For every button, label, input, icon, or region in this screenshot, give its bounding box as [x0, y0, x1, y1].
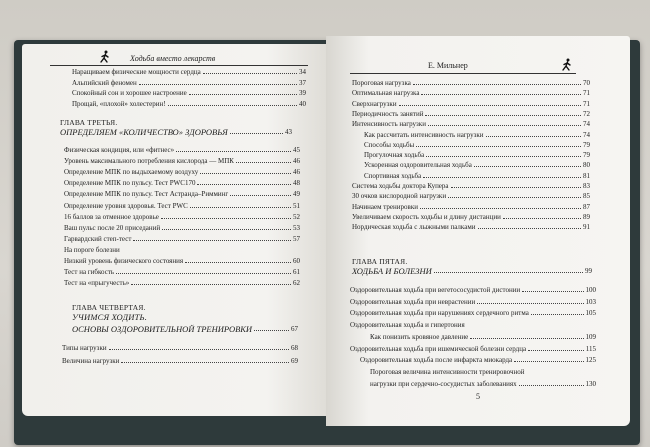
toc-entry[interactable] — [350, 286, 596, 294]
toc-entry[interactable] — [64, 190, 300, 198]
toc-entry-title: Гарвардский степ-тест — [64, 234, 132, 243]
toc-entry-title: Нордическая ходьба с лыжными палками — [352, 223, 476, 232]
toc-entry-page: 87 — [583, 202, 590, 211]
toc-entry-title: Пороговая нагрузка — [352, 79, 411, 87]
leader-dots — [176, 150, 291, 152]
leader-dots — [133, 239, 291, 241]
toc-entry-title: Уровень максимального потребления кислорода — МПК — [64, 157, 234, 166]
toc-entry-title: Определение МПК по пульсу. Тест Астранда–Римминг — [64, 190, 229, 199]
toc-entry-title: Наращиваем физические мощности сердца — [72, 68, 201, 76]
leader-dots — [478, 227, 581, 229]
leader-dots — [190, 206, 291, 208]
leader-dots — [423, 176, 581, 178]
toc-entry-title: Спокойный сон и хорошее настроение — [72, 89, 187, 97]
leader-dots — [109, 348, 289, 350]
chapter-5-title[interactable]: ХОДЬБА И БОЛЕЗНИ 99 — [352, 266, 592, 276]
toc-entry[interactable] — [62, 357, 298, 365]
toc-entry[interactable] — [64, 157, 300, 165]
toc-entry-page: 69 — [291, 356, 298, 365]
toc-entry-page: 62 — [293, 279, 300, 288]
toc-entry[interactable] — [352, 79, 590, 87]
toc-entry-page: 39 — [299, 89, 306, 97]
leader-dots — [162, 228, 291, 230]
toc-entry[interactable] — [72, 79, 306, 87]
chapter-4-subtitle: УЧИМСЯ ХОДИТЬ. — [72, 312, 148, 322]
toc-entry-page: 115 — [585, 344, 596, 353]
toc-entry[interactable] — [64, 246, 300, 254]
toc-entry-page: 125 — [585, 356, 596, 365]
toc-entry[interactable] — [352, 182, 590, 190]
toc-entry-page: 61 — [293, 268, 300, 277]
toc-entry-title: Оздоровительная ходьба после инфаркта миокарда — [360, 356, 513, 365]
toc-entry[interactable] — [64, 168, 300, 176]
toc-entry-title: Определение уровня здоровья. Тест PWC — [64, 201, 188, 210]
toc-entry-title: Как рассчитать интенсивность нагрузки — [364, 130, 484, 139]
chapter-4-label: ГЛАВА ЧЕТВЕРТАЯ. — [72, 303, 146, 312]
toc-entry-page: 100 — [585, 286, 596, 294]
leader-dots — [426, 155, 581, 157]
toc-entry-page: 91 — [583, 223, 590, 232]
leader-dots — [197, 183, 291, 185]
leader-dots — [519, 384, 584, 386]
leader-dots — [200, 172, 291, 174]
toc-entry-page: 37 — [299, 78, 306, 87]
toc-entry[interactable] — [64, 268, 300, 276]
leader-dots — [420, 207, 581, 209]
toc-entry-page: 109 — [585, 332, 596, 341]
toc-entry[interactable] — [364, 131, 590, 139]
leader-dots — [161, 217, 291, 219]
toc-entry[interactable] — [64, 202, 300, 210]
toc-entry[interactable] — [62, 344, 298, 352]
toc-entry-title: Прощай, «плохой» холестерин! — [72, 99, 166, 108]
leader-dots — [121, 361, 289, 363]
leader-dots — [236, 161, 291, 163]
toc-entry-page: 74 — [583, 130, 590, 139]
toc-entry-title: На пороге болезни — [64, 245, 120, 254]
toc-entry[interactable] — [352, 89, 590, 97]
toc-entry-page: 89 — [583, 212, 590, 221]
toc-entry-title: Типы нагрузки — [62, 344, 107, 352]
toc-entry-page: 71 — [583, 89, 590, 98]
toc-entry[interactable] — [350, 298, 596, 306]
toc-entry-title: Определение МПК по выдыхаемому воздуху — [64, 168, 199, 177]
toc-entry-page: 46 — [293, 157, 300, 166]
toc-entry-page: 81 — [583, 171, 590, 180]
leader-dots — [531, 313, 584, 315]
toc-entry-title: Пороговая величина интенсивности тренировочной — [370, 367, 525, 376]
toc-entry-title: Увеличиваем скорость ходьбы и длину дистанции — [352, 212, 501, 221]
toc-entry-page: 80 — [583, 161, 590, 170]
toc-entry-title: Спортивная ходьба — [364, 171, 422, 180]
leader-dots — [413, 83, 581, 85]
toc-entry[interactable] — [370, 380, 596, 388]
toc-entry-title: Оздоровительная ходьба при вегетососудистой дистонии — [350, 286, 521, 294]
header-rule — [50, 65, 308, 66]
leader-dots — [474, 165, 581, 167]
toc-entry-title: Тест на «прыгучесть» — [64, 279, 130, 288]
toc-entry[interactable] — [352, 110, 590, 118]
toc-entry-page: 57 — [293, 234, 300, 243]
leader-dots — [203, 72, 297, 74]
toc-entry[interactable] — [350, 321, 596, 329]
toc-entry-title: Оптимальная нагрузка — [352, 89, 420, 98]
toc-entry-page: 46 — [293, 168, 300, 177]
leader-dots — [189, 93, 297, 95]
toc-entry[interactable] — [72, 89, 306, 97]
toc-entry-title: Как понизить кровяное давление — [370, 332, 469, 341]
toc-entry[interactable] — [352, 100, 590, 108]
walking-man-icon — [560, 58, 574, 72]
header-rule — [350, 73, 576, 74]
toc-entry-title: Ваш пульс после 20 приседаний — [64, 223, 161, 232]
leader-dots — [428, 124, 581, 126]
walking-man-icon — [98, 50, 112, 64]
toc-entry-page: 52 — [293, 212, 300, 221]
toc-entry[interactable] — [64, 257, 300, 265]
leader-dots — [399, 104, 581, 106]
toc-entry-title: Оздоровительная ходьба при нарушениях сердечного ритма — [350, 309, 529, 318]
toc-entry-title: 16 баллов за отменное здоровье — [64, 212, 159, 221]
toc-entry[interactable] — [352, 192, 590, 200]
toc-entry[interactable] — [360, 356, 596, 364]
right-page — [326, 36, 630, 426]
toc-entry[interactable] — [64, 279, 300, 287]
toc-entry-title: Физическая кондиция, или «фитнес» — [64, 146, 175, 154]
toc-entry[interactable] — [72, 100, 306, 108]
toc-entry-page: 79 — [583, 140, 590, 149]
leader-dots — [448, 196, 581, 198]
leader-dots — [522, 290, 583, 292]
toc-entry-page: 40 — [299, 99, 306, 108]
leader-dots — [503, 217, 581, 219]
toc-entry-title: Альпийский феномен — [72, 78, 137, 87]
toc-entry-page: 103 — [585, 297, 596, 306]
toc-entry-title: Величина нагрузки — [62, 356, 120, 365]
toc-entry-title: Система ходьбы доктора Купера — [352, 182, 449, 190]
toc-entry-title: Определение МПК по пульсу. Тест PWC170 — [64, 179, 196, 188]
leader-dots — [451, 186, 581, 188]
toc-entry-page: 130 — [585, 379, 596, 388]
chapter-3-label: ГЛАВА ТРЕТЬЯ. — [60, 118, 118, 127]
toc-entry-page: 51 — [293, 201, 300, 210]
leader-dots — [116, 272, 291, 274]
leader-dots — [185, 261, 291, 263]
toc-entry-title: Оздоровительная ходьба при ишемической болезни сердца — [350, 344, 527, 353]
leader-dots — [421, 93, 581, 95]
toc-entry[interactable] — [364, 161, 590, 169]
toc-entry-page: 85 — [583, 192, 590, 201]
toc-entry[interactable] — [352, 213, 590, 221]
leader-dots — [168, 104, 297, 106]
toc-entry-page: 83 — [583, 182, 590, 190]
toc-entry[interactable] — [64, 224, 300, 232]
toc-entry[interactable] — [350, 345, 596, 353]
leader-dots — [139, 83, 297, 85]
chapter-5-label: ГЛАВА ПЯТАЯ. — [352, 257, 408, 266]
toc-entry-page: 71 — [583, 99, 590, 108]
running-title: Е. Мильнер — [428, 61, 468, 70]
toc-entry[interactable] — [64, 235, 300, 243]
leader-dots — [477, 302, 583, 304]
toc-entry-page: 45 — [293, 146, 300, 154]
toc-entry-page: 79 — [583, 151, 590, 160]
leader-dots — [470, 337, 583, 339]
toc-entry[interactable] — [64, 179, 300, 187]
toc-entry[interactable] — [352, 223, 590, 231]
toc-entry[interactable] — [364, 151, 590, 159]
toc-entry-page: 53 — [293, 223, 300, 232]
leader-dots — [230, 194, 291, 196]
toc-entry[interactable] — [72, 68, 306, 76]
toc-entry[interactable] — [64, 213, 300, 221]
leader-dots — [425, 114, 581, 116]
toc-entry[interactable] — [352, 203, 590, 211]
toc-entry-title: Прогулочная ходьба — [364, 151, 425, 160]
toc-entry-title: Тест на гибкость — [64, 268, 115, 277]
leader-dots — [486, 135, 582, 137]
toc-entry-page: 34 — [299, 68, 306, 76]
toc-entry[interactable] — [370, 368, 596, 376]
toc-entry-page: 72 — [583, 109, 590, 118]
toc-entry-title: 30 очков кислородной нагрузки — [352, 192, 447, 201]
toc-entry-page: 70 — [583, 79, 590, 87]
toc-entry[interactable] — [370, 333, 596, 341]
toc-entry-page: 105 — [585, 309, 596, 318]
chapter-4-title[interactable]: ОСНОВЫ ОЗДОРОВИТЕЛЬНОЙ ТРЕНИРОВКИ 67 — [72, 324, 298, 334]
left-page — [22, 44, 328, 416]
leader-dots — [528, 349, 584, 351]
toc-entry-title: Способы ходьбы — [364, 140, 415, 149]
running-title: Ходьба вместо лекарств — [130, 54, 216, 63]
page-number: 5 — [476, 392, 480, 401]
toc-entry-title: нагрузки при сердечно-сосудистых заболеваниях — [370, 379, 517, 388]
toc-entry-title: Сверхнагрузки — [352, 99, 397, 108]
toc-entry-title: Интенсивность нагрузки — [352, 120, 426, 129]
toc-entry-title: Начинаем тренировки — [352, 202, 418, 211]
toc-entry-page: 60 — [293, 257, 300, 265]
toc-entry[interactable] — [364, 141, 590, 149]
leader-dots — [514, 360, 583, 362]
toc-entry-title: Низкий уровень физического состояния — [64, 257, 184, 265]
toc-entry-page: 68 — [291, 344, 298, 352]
toc-entry-title: Ускоренная оздоровительная ходьба — [364, 161, 472, 170]
toc-entry-title: Периодичность занятий — [352, 109, 424, 118]
toc-entry-page: 49 — [293, 190, 300, 199]
toc-entry-title: Оздоровительная ходьба при неврастении — [350, 297, 476, 306]
toc-entry[interactable] — [352, 120, 590, 128]
leader-dots — [131, 283, 291, 285]
toc-entry[interactable] — [350, 309, 596, 317]
chapter-3-title[interactable]: ОПРЕДЕЛЯЕМ «КОЛИЧЕСТВО» ЗДОРОВЬЯ 43 — [60, 127, 292, 137]
leader-dots — [416, 145, 581, 147]
toc-entry-page: 74 — [583, 120, 590, 129]
toc-entry-page: 48 — [293, 179, 300, 188]
toc-entry[interactable] — [64, 146, 300, 154]
toc-entry[interactable] — [364, 172, 590, 180]
toc-entry-title: Оздоровительная ходьба и гипертония — [350, 321, 465, 330]
